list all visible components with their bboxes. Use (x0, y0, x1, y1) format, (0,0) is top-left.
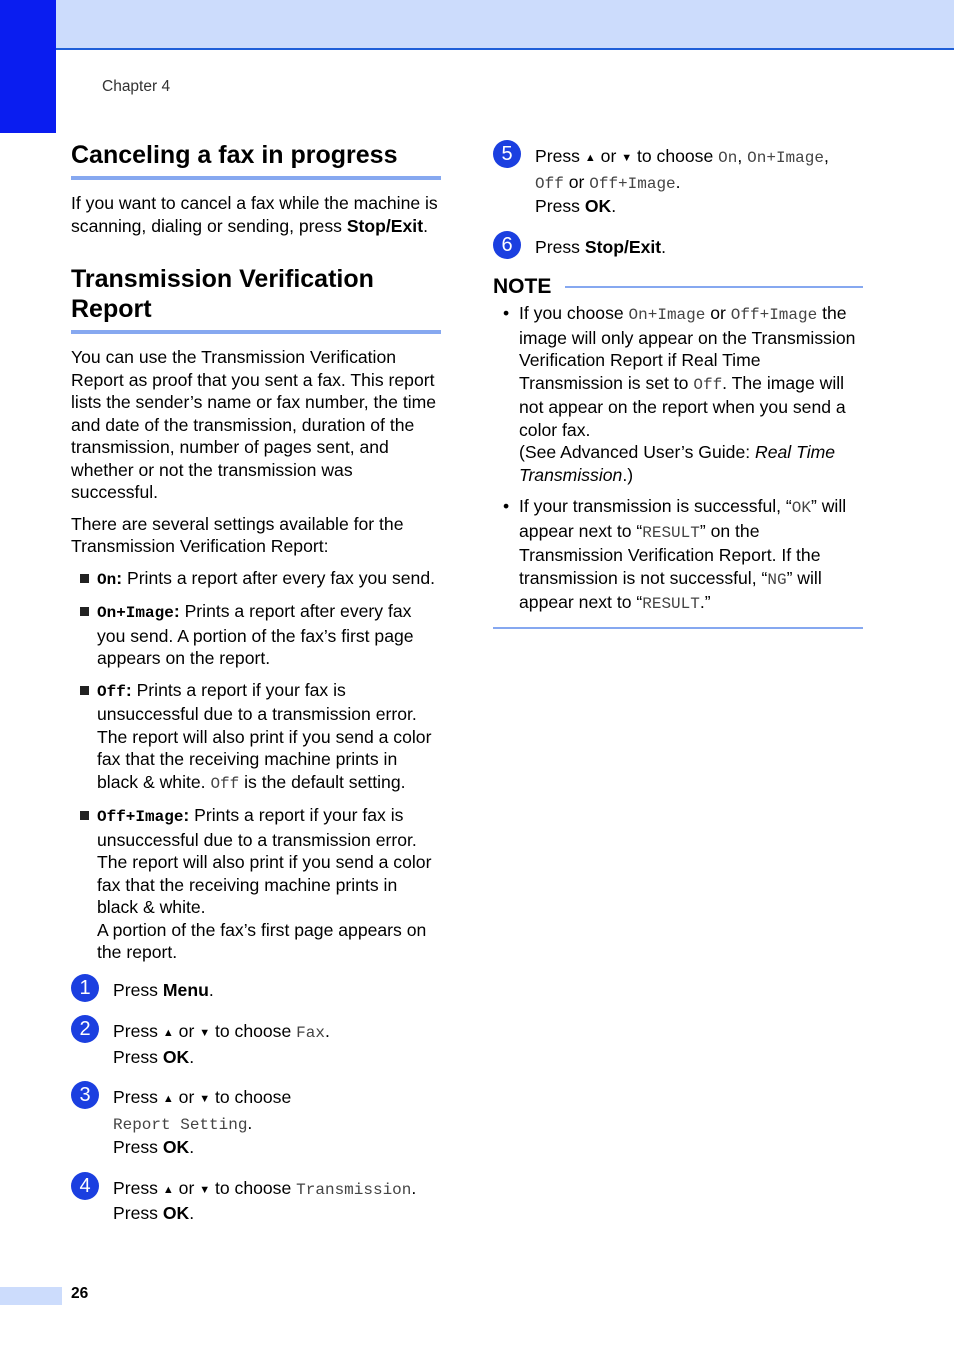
canceling-paragraph: If you want to cancel a fax while the machine is scanning, dialing or sending, press Stop/Exit. (71, 193, 438, 236)
bullet-square (80, 607, 89, 616)
note-rule (565, 286, 863, 288)
option-on: On: Prints a report after every fax you send. (71, 567, 441, 592)
down-arrow-icon: ▼ (199, 1093, 211, 1105)
option-on-image: On+Image: Prints a report after every fax you send. A portion of the fax’s first page appears on the report. (71, 600, 441, 670)
note-title: NOTE (493, 275, 552, 298)
page-number: 26 (71, 1285, 89, 1302)
down-arrow-icon: ▼ (199, 1027, 211, 1039)
down-arrow-icon: ▼ (621, 152, 633, 164)
step-1: 1 Press Menu. (71, 979, 441, 1002)
up-arrow-icon: ▲ (584, 152, 596, 164)
stop-exit-key: Stop/Exit (346, 215, 424, 236)
header-bar (56, 0, 954, 50)
step-2: 2 Press ▲ or ▼ to choose Fax. Press OK. (71, 1020, 441, 1068)
up-arrow-icon: ▲ (162, 1183, 174, 1196)
up-arrow-icon: ▲ (162, 1027, 174, 1039)
note-item: • If your transmission is successful, “OK” will appear next to “RESULT” on the Transmission Verification Report. If the transmission is not successful, “NG” will appear next to “RESULT.” (503, 496, 847, 613)
option-off: Off: Prints a report if your fax is unsuccessful due to a transmission error. The report will also print if you send a color fax that the receiving machine prints in black & white. Off is the default setting. (71, 679, 441, 796)
bullet-square (80, 686, 89, 695)
bullet-square (80, 574, 89, 583)
step-number-badge: 6 (493, 231, 521, 259)
step-5: 5 Press ▲ or ▼ to choose On, On+Image, Off or Off+Image. Press OK. (493, 145, 863, 218)
settings-intro: There are several settings available for the Transmission Verification Report: (71, 513, 404, 556)
right-column (493, 140, 863, 629)
section-title-report: Transmission Verification Report (71, 264, 441, 334)
chapter-label: Chapter 4 (102, 78, 171, 95)
note-header (493, 274, 863, 300)
step-number-badge: 2 (71, 1015, 99, 1043)
up-arrow-icon: ▲ (162, 1093, 174, 1105)
step-number-badge: 1 (71, 974, 99, 1002)
bullet-square (80, 811, 89, 820)
step-number-badge: 5 (493, 140, 521, 168)
note-item: • If you choose On+Image or Off+Image the image will only appear on the Transmission Verification Report if Real Time Transmission is set to Off. The image will not appear on the report when you send a color fax. (See Advanced User’s Guide: Real Time Transmission.) (503, 303, 856, 485)
section-title-canceling: Canceling a fax in progress (71, 140, 441, 180)
step-3: 3 Press ▲ or ▼ to choose Report Setting. Press OK. (71, 1086, 441, 1159)
footer-bar (0, 1287, 62, 1305)
left-column (71, 140, 441, 1225)
option-off-image: Off+Image: Prints a report if your fax is unsuccessful due to a transmission error. The report will also print if you send a color fax that the receiving machine prints in black & white. A portion of the fax’s first page appears on the report. (71, 804, 441, 964)
step-6: 6 Press Stop/Exit. (493, 236, 863, 259)
step-4: 4 Press ▲ or ▼ to choose Transmission. Press OK. (71, 1177, 441, 1225)
down-arrow-icon: ▼ (199, 1183, 211, 1196)
note-bullet: • (503, 303, 510, 323)
note-end-rule (493, 627, 863, 629)
step-number-badge: 4 (71, 1172, 99, 1200)
step-number-badge: 3 (71, 1081, 99, 1109)
chapter-tab (0, 0, 56, 133)
note-bullet: • (503, 496, 510, 516)
report-intro: You can use the Transmission Verification Report as proof that you sent a fax. This report lists the sender’s name or fax number, the time and date of the transmission, duration of the transmission, number of pages sent, and whether or not the transmission was successful. (71, 347, 437, 502)
